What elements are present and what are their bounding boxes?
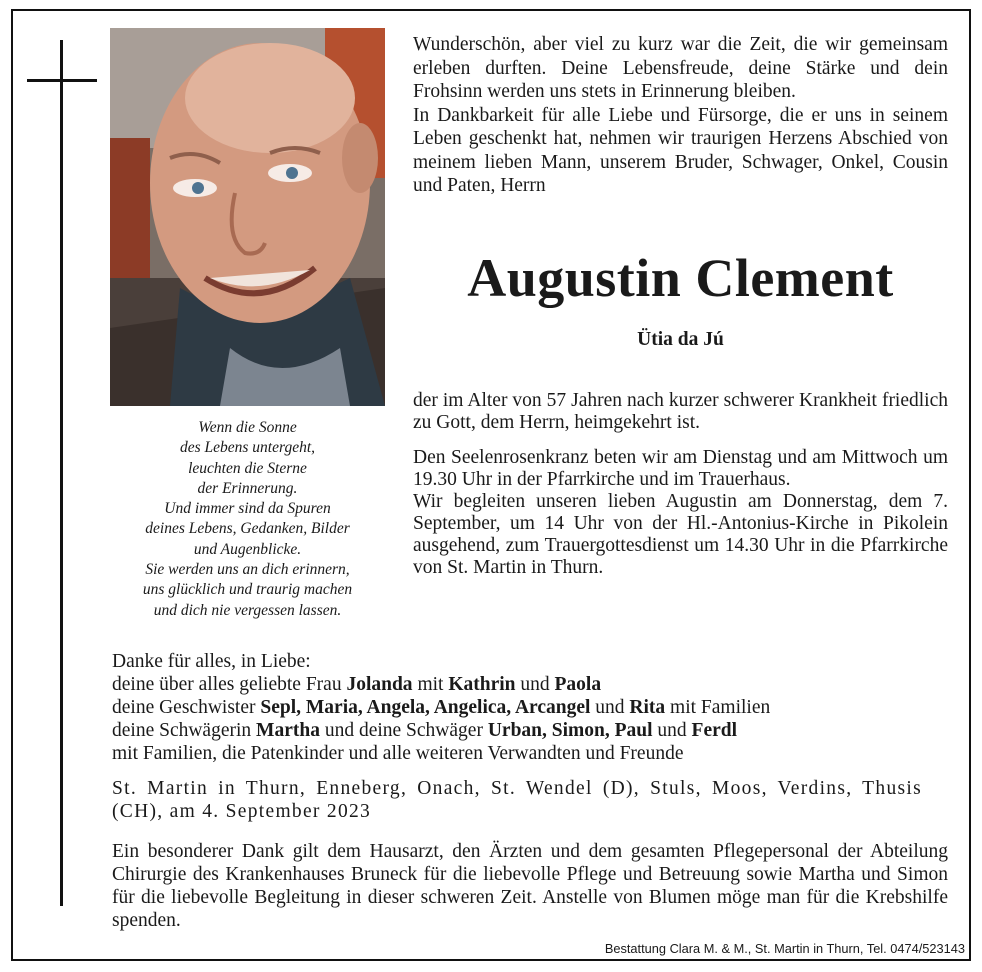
mourner-name: Martha [256,720,320,741]
poem-line: Sie werden uns an dich erinnern, [145,561,350,579]
mourners-others: mit Familien, die Patenkinder und alle weiteren Verwandten und Freunde [112,743,684,764]
text: und [515,674,555,695]
poem-line: des Lebens untergeht, [179,439,316,457]
mourners-wife [112,673,952,696]
text: und deine Schwäger [319,720,488,741]
text: mit Familien [665,697,771,718]
intro-paragraph-2: In Dankbarkeit für alle Liebe und Fürsorge, die er uns in seinem Leben geschenkt hat, nehmen wir traurigen Herzens Abschied von meinem lieben Mann, unserem Bruder, Schwager, Onkel, Cousin und Paten, Herrn [413,104,948,196]
mourner-name: Rita [629,697,666,718]
intro-paragraph-1: Wunderschön, aber viel zu kurz war die Zeit, die wir gemeinsam erleben durften. Deine Lebensfreude, deine Stärke und dein Frohsinn werden uns stets in Erinnerung bleiben. [413,34,948,102]
mourners-list [112,650,952,765]
cross-icon-bar [27,79,97,82]
memorial-poem [110,418,385,621]
mourner-name: Urban, Simon, Paul [487,720,653,741]
thanks-intro: Danke für alles, in Liebe: [112,651,311,672]
poem-line: Und immer sind da Spuren [164,500,331,518]
text: und [652,720,692,741]
poem-line: uns glücklich und traurig machen [142,581,353,599]
death-notice [413,390,948,434]
places-and-date: St. Martin in Thurn, Enneberg, Onach, St. Wendel (D), Stuls, Moos, Verdins, Thusis (CH), am 4. September 2023 [112,778,922,822]
text: mit [412,674,449,695]
cross-icon [60,40,63,906]
text: deine Geschwister [112,697,261,718]
service-details [413,447,948,579]
poem-line: leuchten die Sterne [188,459,307,477]
mourner-name: Jolanda [346,674,413,695]
text: deine über alles geliebte Frau [112,674,347,695]
mourner-name: Kathrin [448,674,516,695]
portrait-photo-icon [110,28,385,406]
final-thanks: Ein besonderer Dank gilt dem Hausarzt, den Ärzten und dem gesamten Pflegepersonal der Abteilung Chirurgie des Krankenhauses Bruneck für die liebevolle Pflege und Betreuung sowie Martha und Simon für die liebevolle Begleitung in dieser schweren Zeit. Anstelle von Blumen möge man für die Krebshilfe spenden. [112,841,948,931]
poem-line: und dich nie vergessen lassen. [153,601,342,619]
mourners-siblings [112,696,952,719]
death-notice-text: der im Alter von 57 Jahren nach kurzer schwerer Krankheit friedlich zu Gott, dem Herrn, heimgekehrt ist. [413,390,948,433]
rosary-info: Den Seelenrosenkranz beten wir am Dienstag und am Mittwoch um 19.30 Uhr in der Pfarrkirche und im Trauerhaus. [413,447,948,490]
deceased-name: Augustin Clement [467,248,894,308]
poem-line: der Erinnerung. [197,479,298,497]
funeral-home-footer: Bestattung Clara M. & M., St. Martin in Thurn, Tel. 0474/523143 [604,941,965,956]
mourners-in-laws [112,719,952,742]
poem-line: Wenn die Sonne [198,419,297,436]
mourner-name: Ferdl [691,720,738,741]
mourner-name: Paola [554,674,602,695]
funeral-info: Wir begleiten unseren lieben Augustin am Donnerstag, dem 7. September, um 14 Uhr von der Hl.-Antonius-Kirche in Pikolein ausgehend, zum Trauergottesdienst um 14.30 Uhr in die Pfarrkirche von St. Martin in Thurn. [413,491,948,578]
poem-line: und Augenblicke. [193,540,302,558]
mourner-name: Sepl, Maria, Angela, Angelica, Arcangel [260,697,591,718]
text: deine Schwägerin [112,720,257,741]
poem-line: deines Lebens, Gedanken, Bilder [145,520,350,538]
house-name: Ütia da Jú [637,329,724,350]
text: und [590,697,630,718]
intro-text [413,33,948,198]
portrait-photo [110,28,385,406]
